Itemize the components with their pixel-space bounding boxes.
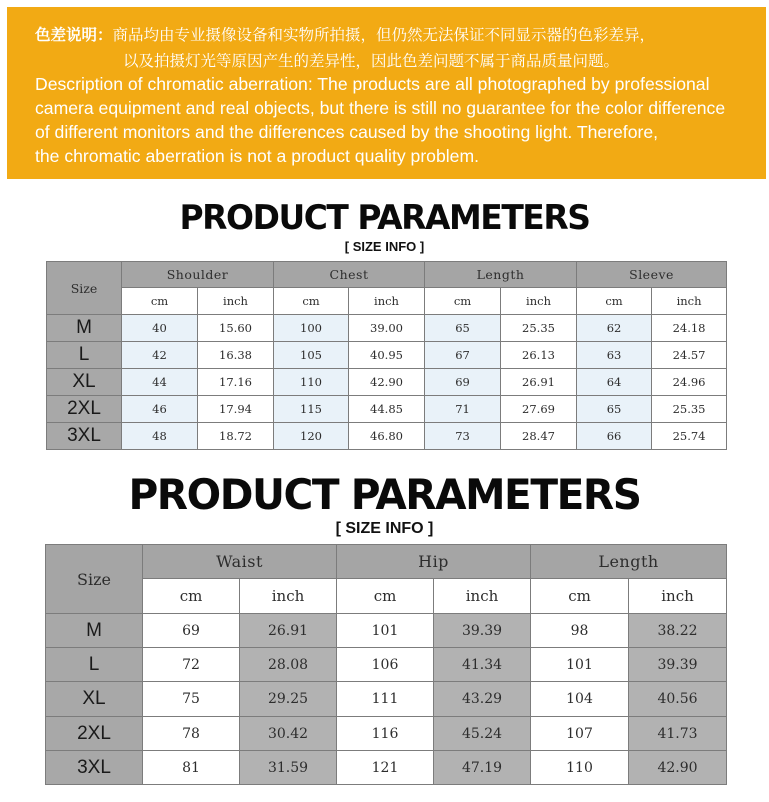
table-cell: 121 bbox=[337, 751, 434, 785]
group-header-hip: Hip bbox=[337, 545, 531, 579]
notice-en-label: Description of chromatic aberration: bbox=[35, 74, 313, 94]
table-row bbox=[46, 614, 727, 648]
unit-header: cm bbox=[531, 579, 629, 614]
size-label: L bbox=[46, 648, 143, 682]
table-cell: 26.13 bbox=[501, 342, 577, 369]
color-difference-notice bbox=[7, 7, 766, 179]
table-cell: 78 bbox=[143, 717, 240, 751]
table-cell: 16.38 bbox=[198, 342, 274, 369]
table-cell: 24.18 bbox=[652, 315, 727, 342]
bottom-table-subtitle: [ SIZE INFO ] bbox=[335, 520, 434, 537]
table-cell: 27.69 bbox=[501, 396, 577, 423]
size-label: M bbox=[46, 614, 143, 648]
size-label: XL bbox=[47, 369, 122, 396]
table-cell: 40.95 bbox=[349, 342, 425, 369]
table-cell: 31.59 bbox=[240, 751, 337, 785]
unit-header: inch bbox=[198, 288, 274, 315]
unit-header: inch bbox=[629, 579, 727, 614]
table-cell: 100 bbox=[274, 315, 349, 342]
table-row bbox=[46, 648, 727, 682]
bottom-table-title: PRODUCT PARAMETERS bbox=[128, 470, 641, 519]
size-label: 2XL bbox=[47, 396, 122, 423]
table-cell: 44.85 bbox=[349, 396, 425, 423]
table-row bbox=[46, 751, 727, 785]
table-cell: 40.56 bbox=[629, 682, 727, 717]
group-header-waist: Waist bbox=[143, 545, 337, 579]
table-row bbox=[47, 342, 727, 369]
table-cell: 41.73 bbox=[629, 717, 727, 751]
group-header-shoulder: Shoulder bbox=[122, 262, 274, 288]
table-cell: 30.42 bbox=[240, 717, 337, 751]
table-cell: 101 bbox=[531, 648, 629, 682]
notice-en-line-3: of different monitors and the differences caused by the shooting light. Therefore, bbox=[35, 122, 659, 142]
unit-header: inch bbox=[349, 288, 425, 315]
table-cell: 25.35 bbox=[652, 396, 727, 423]
table-cell: 116 bbox=[337, 717, 434, 751]
table-cell: 110 bbox=[531, 751, 629, 785]
size-label: L bbox=[47, 342, 122, 369]
table-cell: 69 bbox=[143, 614, 240, 648]
table-cell: 66 bbox=[577, 423, 652, 450]
table-row bbox=[46, 682, 727, 717]
table-cell: 29.25 bbox=[240, 682, 337, 717]
table-cell: 75 bbox=[143, 682, 240, 717]
unit-header: inch bbox=[652, 288, 727, 315]
table-cell: 111 bbox=[337, 682, 434, 717]
table-cell: 64 bbox=[577, 369, 652, 396]
table-cell: 17.94 bbox=[198, 396, 274, 423]
table-cell: 48 bbox=[122, 423, 198, 450]
table-cell: 45.24 bbox=[434, 717, 531, 751]
notice-en-line-1 bbox=[35, 73, 710, 95]
table-cell: 39.00 bbox=[349, 315, 425, 342]
table-cell: 69 bbox=[425, 369, 501, 396]
table-cell: 46.80 bbox=[349, 423, 425, 450]
table-cell: 42 bbox=[122, 342, 198, 369]
table-cell: 71 bbox=[425, 396, 501, 423]
table-cell: 47.19 bbox=[434, 751, 531, 785]
table-cell: 63 bbox=[577, 342, 652, 369]
table-cell: 110 bbox=[274, 369, 349, 396]
table-row bbox=[47, 369, 727, 396]
table-cell: 39.39 bbox=[629, 648, 727, 682]
table-cell: 46 bbox=[122, 396, 198, 423]
notice-en-line-2: camera equipment and real objects, but there is still no guarantee for the color difference bbox=[35, 98, 726, 118]
notice-zh-line-2: 以及拍摄灯光等原因产生的差异性，因此色差问题不属于商品质量问题。 bbox=[123, 52, 620, 70]
table-cell: 25.35 bbox=[501, 315, 577, 342]
top-table-subtitle: [ SIZE INFO ] bbox=[344, 239, 425, 254]
unit-header: cm bbox=[337, 579, 434, 614]
table-row bbox=[47, 315, 727, 342]
table-cell: 98 bbox=[531, 614, 629, 648]
table-cell: 39.39 bbox=[434, 614, 531, 648]
table-cell: 101 bbox=[337, 614, 434, 648]
notice-zh-text-1: 商品均由专业摄像设备和实物所拍摄，但仍然无法保证不同显示器的色彩差异， bbox=[112, 26, 656, 44]
size-column-header: Size bbox=[46, 545, 143, 614]
size-column-header: Size bbox=[47, 262, 122, 315]
notice-zh-line-1 bbox=[35, 25, 655, 45]
size-label: XL bbox=[46, 682, 143, 717]
size-label: 3XL bbox=[47, 423, 122, 450]
table-cell: 15.60 bbox=[198, 315, 274, 342]
table-cell: 120 bbox=[274, 423, 349, 450]
size-label: 2XL bbox=[46, 717, 143, 751]
table-cell: 62 bbox=[577, 315, 652, 342]
group-header-length: Length bbox=[425, 262, 577, 288]
table-cell: 73 bbox=[425, 423, 501, 450]
table-cell: 72 bbox=[143, 648, 240, 682]
unit-header: cm bbox=[122, 288, 198, 315]
table-row bbox=[46, 717, 727, 751]
table-cell: 65 bbox=[577, 396, 652, 423]
unit-header: cm bbox=[143, 579, 240, 614]
table-cell: 24.96 bbox=[652, 369, 727, 396]
table-cell: 42.90 bbox=[629, 751, 727, 785]
table-cell: 25.74 bbox=[652, 423, 727, 450]
table-cell: 67 bbox=[425, 342, 501, 369]
bottom-size-table bbox=[45, 544, 727, 785]
table-cell: 26.91 bbox=[501, 369, 577, 396]
table-cell: 105 bbox=[274, 342, 349, 369]
size-label: 3XL bbox=[46, 751, 143, 785]
table-cell: 41.34 bbox=[434, 648, 531, 682]
unit-header: inch bbox=[240, 579, 337, 614]
top-table-title: PRODUCT PARAMETERS bbox=[179, 198, 590, 238]
notice-zh-label: 色差说明： bbox=[35, 26, 113, 44]
top-size-table bbox=[46, 261, 727, 450]
table-row bbox=[47, 423, 727, 450]
table-cell: 44 bbox=[122, 369, 198, 396]
table-cell: 42.90 bbox=[349, 369, 425, 396]
table-cell: 38.22 bbox=[629, 614, 727, 648]
size-label: M bbox=[47, 315, 122, 342]
table-cell: 106 bbox=[337, 648, 434, 682]
table-cell: 18.72 bbox=[198, 423, 274, 450]
notice-en-text-1: The products are all photographed by professional bbox=[312, 74, 710, 94]
group-header-chest: Chest bbox=[274, 262, 425, 288]
table-cell: 115 bbox=[274, 396, 349, 423]
unit-header: cm bbox=[425, 288, 501, 315]
table-cell: 43.29 bbox=[434, 682, 531, 717]
table-cell: 28.08 bbox=[240, 648, 337, 682]
table-cell: 107 bbox=[531, 717, 629, 751]
notice-en-line-4: the chromatic aberration is not a product quality problem. bbox=[35, 146, 479, 166]
unit-header: inch bbox=[501, 288, 577, 315]
group-header-length: Length bbox=[531, 545, 727, 579]
table-cell: 65 bbox=[425, 315, 501, 342]
group-header-sleeve: Sleeve bbox=[577, 262, 727, 288]
unit-header: inch bbox=[434, 579, 531, 614]
table-cell: 24.57 bbox=[652, 342, 727, 369]
table-cell: 104 bbox=[531, 682, 629, 717]
table-cell: 28.47 bbox=[501, 423, 577, 450]
table-row bbox=[47, 396, 727, 423]
table-cell: 81 bbox=[143, 751, 240, 785]
unit-header: cm bbox=[274, 288, 349, 315]
table-cell: 26.91 bbox=[240, 614, 337, 648]
table-cell: 40 bbox=[122, 315, 198, 342]
table-cell: 17.16 bbox=[198, 369, 274, 396]
unit-header: cm bbox=[577, 288, 652, 315]
